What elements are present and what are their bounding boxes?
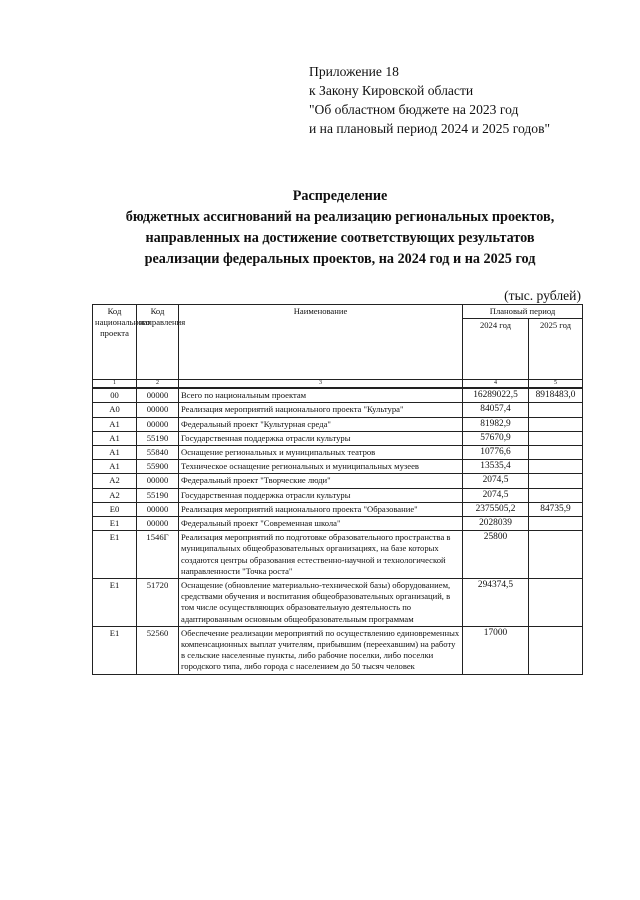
table-row — [93, 431, 583, 445]
table-row — [93, 446, 583, 460]
amount-2025-cell — [529, 579, 583, 627]
name-cell: Оснащение региональных и муниципальных театров — [179, 446, 463, 460]
allocation-table — [92, 304, 583, 675]
table-row — [93, 388, 583, 403]
national-project-code-cell: А2 — [93, 488, 137, 502]
national-project-code-cell: А0 — [93, 403, 137, 417]
appendix-line: и на плановый период 2024 и 2025 годов" — [309, 121, 551, 136]
amount-2024-cell: 294374,5 — [463, 579, 529, 627]
name-cell: Государственная поддержка отрасли культуры — [179, 431, 463, 445]
name-cell: Реализация мероприятий национального проекта "Культура" — [179, 403, 463, 417]
direction-code-cell: 55900 — [137, 460, 179, 474]
amount-2025-cell: 84735,9 — [529, 502, 583, 516]
table-row — [93, 502, 583, 516]
amount-2024-cell: 25800 — [463, 531, 529, 579]
name-cell: Федеральный проект "Современная школа" — [179, 517, 463, 531]
name-cell: Реализация мероприятий национального проекта "Образование" — [179, 502, 463, 516]
direction-code-cell: 00000 — [137, 502, 179, 516]
appendix-line: к Закону Кировской области — [309, 83, 474, 98]
name-cell: Обеспечение реализации мероприятий по осуществлению единовременных компенсационных выплат учителям, прибывшим (переехавшим) на работу в сельские населенные пункты, либо рабочие поселки, либо поселки городского типа, либо города с населением до 50 тысяч человек — [179, 626, 463, 674]
amount-2025-cell — [529, 460, 583, 474]
table-row — [93, 626, 583, 674]
national-project-code-cell: А1 — [93, 446, 137, 460]
header-year-2024: 2024 год — [463, 319, 529, 380]
table-row — [93, 417, 583, 431]
national-project-code-cell: Е0 — [93, 502, 137, 516]
header-code-national-project: Код национального проекта — [93, 305, 137, 380]
header-planned-period: Плановый период — [463, 305, 583, 319]
column-number: 2 — [137, 380, 179, 389]
amount-2025-cell — [529, 474, 583, 488]
column-number: 4 — [463, 380, 529, 389]
amount-2024-cell: 84057,4 — [463, 403, 529, 417]
name-cell: Оснащение (обновление материально-технической базы) оборудованием, средствами обучения и воспитания общеобразовательных организаций, в том числе осуществляющих образовательную деятельность по адаптированным основным общеобразовательным программам — [179, 579, 463, 627]
amount-2024-cell: 81982,9 — [463, 417, 529, 431]
direction-code-cell: 55190 — [137, 431, 179, 445]
amount-2024-cell: 13535,4 — [463, 460, 529, 474]
direction-code-cell: 55190 — [137, 488, 179, 502]
table-row — [93, 403, 583, 417]
direction-code-cell: 1546Г — [137, 531, 179, 579]
appendix-note — [309, 62, 550, 138]
direction-code-cell: 51720 — [137, 579, 179, 627]
name-cell: Реализация мероприятий по подготовке образовательного пространства в муниципальных общеобразовательных организациях, на базе которых создаются центры образования естественно-научной и технологической направленности "Точка роста" — [179, 531, 463, 579]
amount-2025-cell — [529, 517, 583, 531]
national-project-code-cell: Е1 — [93, 579, 137, 627]
national-project-code-cell: А1 — [93, 417, 137, 431]
column-number: 1 — [93, 380, 137, 389]
name-cell: Всего по национальным проектам — [179, 388, 463, 403]
amount-2024-cell: 17000 — [463, 626, 529, 674]
header-code-direction: Код направления — [137, 305, 179, 380]
name-cell: Федеральный проект "Культурная среда" — [179, 417, 463, 431]
direction-code-cell: 00000 — [137, 517, 179, 531]
amount-2024-cell: 2074,5 — [463, 488, 529, 502]
name-cell: Государственная поддержка отрасли культуры — [179, 488, 463, 502]
table-row — [93, 488, 583, 502]
header-name: Наименование — [179, 305, 463, 380]
name-cell: Техническое оснащение региональных и муниципальных музеев — [179, 460, 463, 474]
national-project-code-cell: А2 — [93, 474, 137, 488]
direction-code-cell: 52560 — [137, 626, 179, 674]
table-row — [93, 579, 583, 627]
national-project-code-cell: Е1 — [93, 626, 137, 674]
name-cell: Федеральный проект "Творческие люди" — [179, 474, 463, 488]
direction-code-cell: 55840 — [137, 446, 179, 460]
document-title — [40, 186, 640, 270]
header-year-2025: 2025 год — [529, 319, 583, 380]
table-row — [93, 531, 583, 579]
amount-2024-cell: 2074,5 — [463, 474, 529, 488]
amount-2024-cell: 57670,9 — [463, 431, 529, 445]
amount-2025-cell — [529, 626, 583, 674]
national-project-code-cell: Е1 — [93, 531, 137, 579]
column-number: 5 — [529, 380, 583, 389]
appendix-line: Приложение 18 — [309, 64, 399, 79]
title-line: бюджетных ассигнований на реализацию региональных проектов, — [125, 209, 555, 225]
amount-2024-cell: 10776,6 — [463, 446, 529, 460]
table-row — [93, 460, 583, 474]
amount-2025-cell — [529, 431, 583, 445]
title-line: реализации федеральных проектов, на 2024 год и на 2025 год — [144, 251, 536, 267]
amount-2024-cell: 2375505,2 — [463, 502, 529, 516]
direction-code-cell: 00000 — [137, 417, 179, 431]
national-project-code-cell: 00 — [93, 388, 137, 403]
amount-2025-cell — [529, 403, 583, 417]
title-line: Распределение — [292, 188, 388, 204]
appendix-line: "Об областном бюджете на 2023 год — [309, 102, 519, 117]
direction-code-cell: 00000 — [137, 474, 179, 488]
amount-2025-cell — [529, 488, 583, 502]
amount-2024-cell: 2028039 — [463, 517, 529, 531]
amount-2025-cell — [529, 531, 583, 579]
national-project-code-cell: А1 — [93, 460, 137, 474]
amount-2025-cell: 8918483,0 — [529, 388, 583, 403]
title-line: направленных на достижение соответствующих результатов — [145, 230, 535, 246]
amount-2025-cell — [529, 446, 583, 460]
table-row — [93, 474, 583, 488]
table-row — [93, 517, 583, 531]
national-project-code-cell: А1 — [93, 431, 137, 445]
column-number: 3 — [179, 380, 463, 389]
direction-code-cell: 00000 — [137, 403, 179, 417]
national-project-code-cell: Е1 — [93, 517, 137, 531]
direction-code-cell: 00000 — [137, 388, 179, 403]
amount-2024-cell: 16289022,5 — [463, 388, 529, 403]
units-label: (тыс. рублей) — [504, 288, 581, 303]
amount-2025-cell — [529, 417, 583, 431]
